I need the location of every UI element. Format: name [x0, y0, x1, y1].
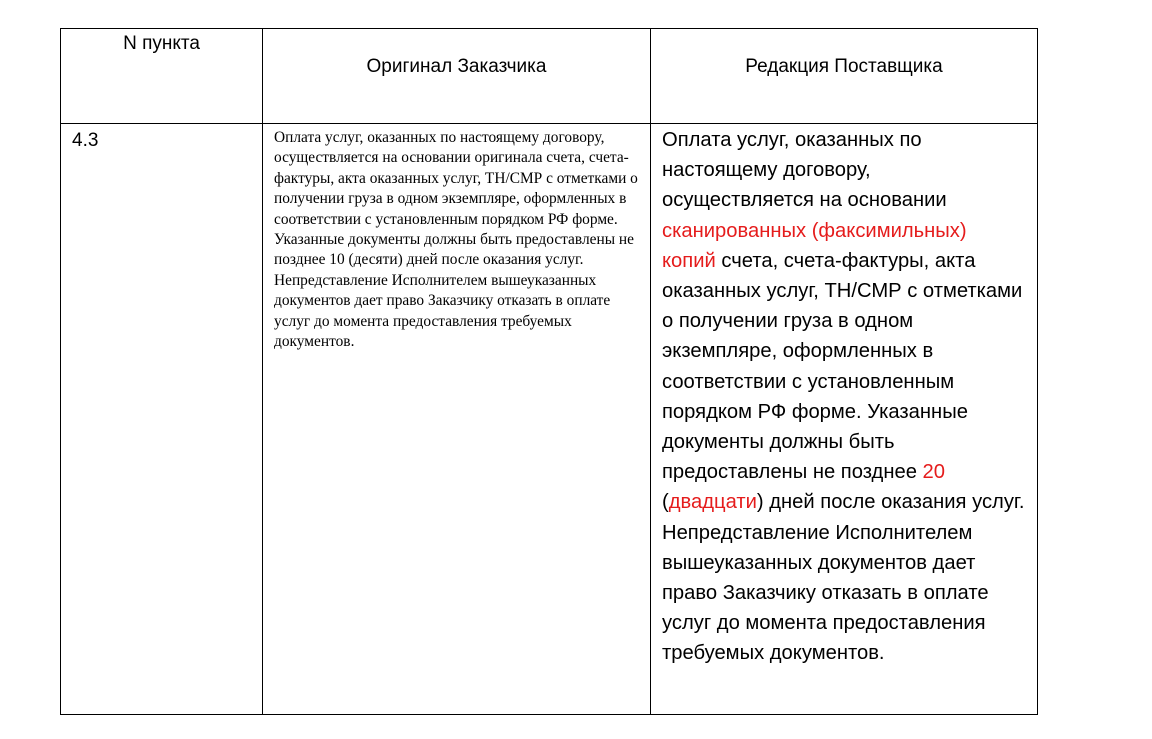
- changed-text-scanned-copies: сканированных (факсимильных) копий: [662, 219, 967, 272]
- edition-text-part: (: [662, 491, 669, 514]
- header-supplier-edition: Редакция Поставщика: [651, 29, 1038, 124]
- comparison-table: [60, 28, 1038, 715]
- table-row: [61, 124, 1038, 715]
- customer-original-text: Оплата услуг, оказанных по настоящему договору, осуществляется на основании оригинала счета, счета-фактуры, акта оказанных услуг, ТН/СМР с отметками о получении груза в одном экземпляре, оформленных в соответствии с установленным порядком РФ форме. Указанные документы должны быть предоставлены не позднее 10 (десяти) дней после оказания услуг. Непредставление Исполнителем вышеуказанных документов дает право Заказчику отказать в оплате услуг до момента предоставления требуемых документов.: [263, 124, 651, 715]
- item-number: 4.3: [61, 124, 263, 715]
- edition-text-part: ) дней после оказания услуг. Непредставление Исполнителем вышеуказанных документов дает право Заказчику отказать в оплате услуг до момента предоставления требуемых документов.: [662, 491, 1025, 665]
- header-item-number: N пункта: [61, 29, 263, 124]
- changed-text-days-words: двадцати: [668, 491, 757, 514]
- supplier-edition-text: [651, 124, 1038, 715]
- edition-text-part: Оплата услуг, оказанных по настоящему договору, осуществляется на основании: [662, 129, 947, 212]
- header-row: [61, 29, 1038, 124]
- changed-text-days-number: 20: [922, 461, 946, 484]
- header-customer-original: Оригинал Заказчика: [263, 29, 651, 124]
- edition-text-part: счета, счета-фактуры, акта оказанных услуг, ТН/СМР с отметками о получении груза в одном экземпляре, оформленных в соответствии с установленным порядком РФ форме. Указанные документы должны быть предоставлены не позднее: [662, 249, 1023, 484]
